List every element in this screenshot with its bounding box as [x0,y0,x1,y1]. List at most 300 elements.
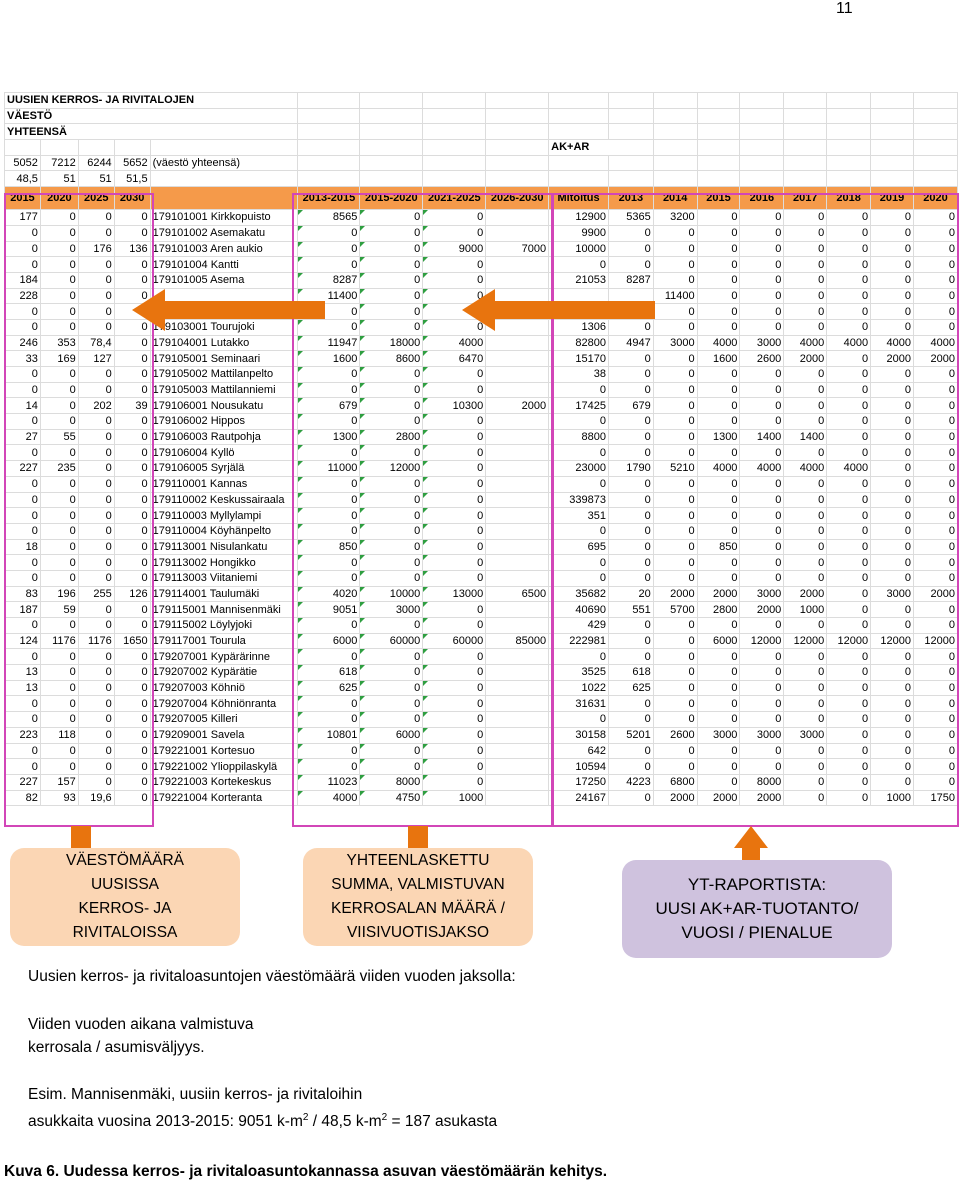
column-header: 2016 [740,187,784,210]
value-cell: 0 [913,288,957,304]
value-cell: 0 [784,696,827,712]
value-cell: 0 [653,319,697,335]
value-cell: 0 [298,696,360,712]
value-cell: 0 [360,680,423,696]
value-cell: 0 [740,570,784,586]
value-cell: 0 [423,257,486,273]
explanation-line2: Viiden vuoden aikana valmistuva [28,1016,254,1033]
value-cell: 0 [423,508,486,524]
value-cell: 0 [827,743,871,759]
value-cell: 0 [114,727,150,743]
value-cell: 8800 [549,429,609,445]
column-header: 2013 [608,187,653,210]
value-cell: 0 [871,382,914,398]
value-cell: 0 [871,304,914,320]
value-cell: 0 [740,272,784,288]
value-cell: 0 [871,680,914,696]
value-cell: 0 [360,414,423,430]
value-cell: 0 [114,523,150,539]
value-cell: 0 [423,461,486,477]
value-cell: 0 [549,712,609,728]
value-cell: 351 [549,508,609,524]
value-cell: 0 [697,272,740,288]
value-cell: 679 [608,398,653,414]
value-cell: 0 [871,665,914,681]
formula-part-b: / 48,5 k-m [308,1113,382,1131]
value-cell: 0 [827,696,871,712]
value-cell: 0 [360,539,423,555]
value-cell: 169 [40,351,78,367]
value-cell: 0 [871,288,914,304]
value-cell: 0 [360,696,423,712]
value-cell: 0 [5,445,41,461]
value-cell: 0 [827,429,871,445]
value-cell: 0 [871,429,914,445]
value-cell: 0 [78,272,114,288]
value-cell: 0 [784,288,827,304]
value-cell: 0 [784,774,827,790]
value-cell: 0 [827,774,871,790]
value-cell: 12000 [784,633,827,649]
value-cell: 0 [114,602,150,618]
value-cell: 0 [740,712,784,728]
value-cell: 85000 [486,633,549,649]
value-cell: 15170 [549,351,609,367]
akar-label: AK+AR [549,140,654,156]
value-cell: 0 [871,712,914,728]
value-cell: 11947 [298,335,360,351]
value-cell: 0 [360,398,423,414]
value-cell: 1000 [871,790,914,806]
value-cell: 187 [5,602,41,618]
value-cell: 0 [871,649,914,665]
value-cell: 33 [5,351,41,367]
value-cell: 0 [40,570,78,586]
value-cell: 0 [740,680,784,696]
value-cell: 0 [114,790,150,806]
value-cell: 0 [40,210,78,226]
value-cell: 0 [423,712,486,728]
area-name-cell: 179106004 Kyllö [150,445,298,461]
value-cell: 0 [608,429,653,445]
value-cell: 1000 [784,602,827,618]
value-cell: 23000 [549,461,609,477]
value-cell: 0 [5,257,41,273]
value-cell: 0 [423,696,486,712]
value-cell: 1300 [697,429,740,445]
value-cell: 0 [78,665,114,681]
value-cell: 0 [913,382,957,398]
value-cell: 618 [298,665,360,681]
value-cell: 0 [423,367,486,383]
value-cell: 18000 [360,335,423,351]
value-cell: 38 [549,367,609,383]
value-cell: 136 [114,241,150,257]
value-cell: 0 [78,319,114,335]
value-cell: 0 [871,618,914,634]
area-name-cell: 179209001 Savela [150,727,298,743]
value-cell: 0 [871,743,914,759]
value-cell: 0 [784,618,827,634]
value-cell: 176 [78,241,114,257]
value-cell: 0 [784,555,827,571]
value-cell: 0 [78,288,114,304]
value-cell: 4000 [298,790,360,806]
value-cell: 11000 [298,461,360,477]
value-cell: 0 [114,680,150,696]
value-cell: 0 [608,633,653,649]
value-cell: 0 [114,257,150,273]
value-cell: 202 [78,398,114,414]
value-cell: 31631 [549,696,609,712]
area-name-cell: 179105003 Mattilanniemi [150,382,298,398]
area-name-cell: 179117001 Tourula [150,633,298,649]
value-cell: 0 [78,382,114,398]
value-cell: 0 [653,712,697,728]
value-cell: 0 [784,382,827,398]
value-cell: 0 [40,665,78,681]
value-cell: 0 [5,319,41,335]
value-cell: 0 [78,602,114,618]
value-cell: 5365 [608,210,653,226]
value-cell: 0 [114,759,150,775]
value-cell: 0 [827,382,871,398]
value-cell: 13 [5,680,41,696]
area-name-cell: 179110001 Kannas [150,476,298,492]
value-cell: 0 [40,382,78,398]
value-cell: 8000 [740,774,784,790]
area-name-cell: 179114001 Taulumäki [150,586,298,602]
value-cell: 0 [549,414,609,430]
value-cell: 0 [549,445,609,461]
value-cell: 0 [913,461,957,477]
label-population [10,848,240,946]
value-cell: 0 [608,241,653,257]
explanation-line1: Uusien kerros- ja rivitaloasuntojen väestömäärä viiden vuoden jaksolla: [28,968,516,985]
value-cell: 0 [827,288,871,304]
value-cell: 0 [740,665,784,681]
value-cell: 0 [653,555,697,571]
value-cell: 12000 [913,633,957,649]
value-cell: 0 [740,649,784,665]
value-cell: 0 [827,319,871,335]
value-cell: 0 [697,774,740,790]
value-cell: 12000 [871,633,914,649]
column-header: 2019 [871,187,914,210]
area-name-cell: 179106001 Nousukatu [150,398,298,414]
label-population-text: VÄESTÖMÄÄRÄ UUSISSA KERROS- JA RIVITALOISSA [66,852,184,941]
value-cell: 0 [871,241,914,257]
value-cell: 0 [298,523,360,539]
value-cell: 4000 [784,461,827,477]
value-cell: 0 [40,225,78,241]
value-cell: 2000 [653,790,697,806]
value-cell: 0 [653,649,697,665]
value-cell: 0 [827,225,871,241]
area-name-cell: 179207001 Kypärärinne [150,649,298,665]
value-cell: 0 [114,210,150,226]
value-cell: 5201 [608,727,653,743]
value-cell: 82 [5,790,41,806]
formula-part-c: = 187 asukasta [387,1113,498,1131]
value-cell: 0 [40,414,78,430]
value-cell: 222981 [549,633,609,649]
value-cell: 0 [784,665,827,681]
value-cell: 40690 [549,602,609,618]
value-cell: 0 [697,523,740,539]
value-cell: 0 [423,319,486,335]
value-cell: 0 [697,759,740,775]
value-cell: 0 [78,618,114,634]
value-cell: 0 [697,367,740,383]
value-cell: 2000 [697,790,740,806]
value-cell: 0 [653,680,697,696]
value-cell: 0 [40,523,78,539]
value-cell: 0 [298,618,360,634]
value-cell: 2000 [784,586,827,602]
value-cell: 695 [549,539,609,555]
area-name-cell: 179221003 Kortekeskus [150,774,298,790]
value-cell: 0 [784,492,827,508]
superscript-2: 2 [381,1112,388,1123]
value-cell: 0 [608,743,653,759]
value-cell: 12000 [360,461,423,477]
value-cell: 2000 [913,351,957,367]
value-cell: 0 [5,508,41,524]
value-cell: 5700 [653,602,697,618]
value-cell: 14 [5,398,41,414]
value-cell: 0 [913,712,957,728]
value-cell: 0 [827,210,871,226]
value-cell: 18 [5,539,41,555]
value-cell: 0 [78,367,114,383]
value-cell: 0 [871,523,914,539]
value-cell: 235 [40,461,78,477]
value-cell: 8000 [360,774,423,790]
value-cell: 0 [653,508,697,524]
value-cell: 12000 [740,633,784,649]
value-cell: 0 [697,712,740,728]
value-cell: 0 [913,602,957,618]
value-cell: 0 [78,555,114,571]
value-cell: 0 [913,304,957,320]
value-cell: 0 [114,649,150,665]
value-cell: 13000 [423,586,486,602]
value-cell: 0 [114,696,150,712]
value-cell: 0 [827,476,871,492]
value-cell: 0 [697,476,740,492]
value-cell: 0 [784,210,827,226]
value-cell: 0 [697,210,740,226]
totals-label: (väestö yhteensä) [150,155,298,171]
value-cell: 10594 [549,759,609,775]
value-cell: 0 [40,445,78,461]
value-cell: 0 [608,790,653,806]
value-cell: 0 [40,304,78,320]
value-cell: 0 [608,555,653,571]
value-cell: 0 [298,712,360,728]
value-cell: 11400 [298,288,360,304]
value-cell: 4000 [697,335,740,351]
value-cell: 3000 [653,335,697,351]
value-cell: 21053 [549,272,609,288]
value-cell: 0 [871,257,914,273]
value-cell: 0 [608,649,653,665]
value-cell: 2600 [740,351,784,367]
value-cell: 5210 [653,461,697,477]
area-name-cell: 179221004 Korteranta [150,790,298,806]
value-cell: 0 [697,288,740,304]
value-cell: 0 [913,523,957,539]
value-cell: 2000 [740,602,784,618]
value-cell: 0 [784,476,827,492]
value-cell: 0 [871,727,914,743]
value-cell: 0 [360,288,423,304]
value-cell: 0 [5,649,41,665]
value-cell: 11400 [653,288,697,304]
value-cell: 4020 [298,586,360,602]
value-cell: 0 [608,382,653,398]
value-cell: 27 [5,429,41,445]
value-cell: 0 [114,367,150,383]
value-cell: 0 [423,570,486,586]
value-cell: 0 [298,476,360,492]
value-cell: 0 [827,241,871,257]
value-cell: 0 [653,633,697,649]
value-cell: 0 [5,414,41,430]
value-cell: 0 [784,570,827,586]
value-cell: 0 [827,492,871,508]
value-cell: 0 [114,382,150,398]
value-cell: 0 [784,445,827,461]
value-cell: 0 [40,476,78,492]
value-cell: 0 [913,696,957,712]
value-cell: 157 [40,774,78,790]
value-cell: 0 [423,445,486,461]
value-cell: 0 [40,319,78,335]
value-cell: 0 [423,555,486,571]
value-cell: 0 [360,759,423,775]
value-cell: 246 [5,335,41,351]
value-cell: 124 [5,633,41,649]
value-cell: 0 [608,319,653,335]
value-cell: 0 [5,225,41,241]
value-cell: 0 [871,414,914,430]
value-cell: 0 [827,414,871,430]
value-cell: 0 [871,367,914,383]
value-cell: 0 [608,492,653,508]
value-cell: 0 [827,539,871,555]
area-name-cell: 179105001 Seminaari [150,351,298,367]
value-cell: 0 [653,759,697,775]
value-cell: 0 [740,696,784,712]
value-cell: 0 [653,257,697,273]
value-cell: 0 [740,555,784,571]
value-cell: 0 [608,712,653,728]
value-cell: 0 [784,257,827,273]
value-cell: 0 [5,304,41,320]
value-cell: 0 [608,618,653,634]
value-cell: 0 [653,492,697,508]
value-cell: 0 [608,476,653,492]
value-cell: 0 [784,225,827,241]
value-cell: 126 [114,586,150,602]
value-cell: 30158 [549,727,609,743]
value-cell: 6470 [423,351,486,367]
value-cell: 0 [298,319,360,335]
area-name-cell: 179101004 Kantti [150,257,298,273]
value-cell: 0 [423,759,486,775]
value-cell: 2000 [913,586,957,602]
value-cell: 0 [423,539,486,555]
value-cell: 0 [740,225,784,241]
density-value: 51,5 [114,171,150,187]
value-cell: 0 [740,523,784,539]
value-cell: 0 [5,570,41,586]
column-header: 2025 [78,187,114,210]
value-cell: 10000 [360,586,423,602]
area-name-cell: 179105002 Mattilanpelto [150,367,298,383]
value-cell: 0 [608,759,653,775]
page-number: 11 [836,0,853,17]
column-header: 2026-2030 [486,187,549,210]
value-cell: 0 [871,225,914,241]
value-cell: 0 [40,696,78,712]
value-cell: 0 [298,492,360,508]
value-cell: 0 [423,288,486,304]
value-cell: 0 [40,288,78,304]
value-cell: 0 [298,257,360,273]
value-cell: 0 [608,523,653,539]
value-cell: 1400 [740,429,784,445]
value-cell: 12000 [827,633,871,649]
value-cell: 0 [40,367,78,383]
value-cell: 0 [423,665,486,681]
value-cell: 0 [653,367,697,383]
value-cell: 0 [827,665,871,681]
value-cell: 0 [298,382,360,398]
value-cell: 4000 [423,335,486,351]
value-cell: 0 [298,367,360,383]
population-total: 6244 [78,155,114,171]
value-cell: 0 [740,319,784,335]
value-cell: 19,6 [78,790,114,806]
value-cell: 24167 [549,790,609,806]
value-cell: 11023 [298,774,360,790]
value-cell: 0 [78,304,114,320]
value-cell: 4000 [871,335,914,351]
value-cell: 0 [360,257,423,273]
value-cell: 0 [697,382,740,398]
value-cell: 0 [697,319,740,335]
value-cell: 0 [114,743,150,759]
value-cell: 6000 [360,727,423,743]
value-cell: 0 [298,649,360,665]
value-cell: 20 [608,586,653,602]
value-cell: 0 [913,210,957,226]
value-cell: 0 [913,257,957,273]
explanation-line5 [28,1107,497,1133]
value-cell: 0 [913,680,957,696]
value-cell: 0 [740,618,784,634]
value-cell: 0 [697,508,740,524]
value-cell: 0 [423,743,486,759]
value-cell: 255 [78,586,114,602]
value-cell: 0 [114,319,150,335]
value-cell: 0 [697,649,740,665]
value-cell: 0 [784,414,827,430]
value-cell: 0 [78,759,114,775]
